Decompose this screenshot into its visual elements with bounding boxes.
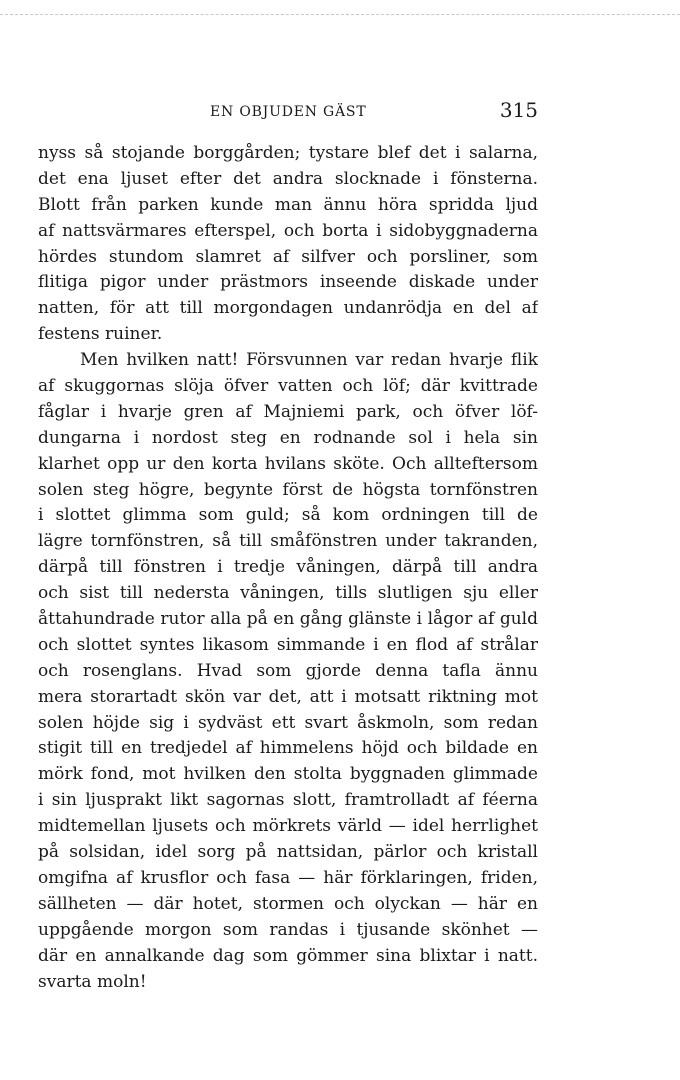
page-header — [38, 98, 538, 122]
text-line: nyss så stojande borggården; tystare blef det i salarna, — [38, 143, 538, 163]
text-line: omgifna af krusflor och fasa — här förklaringen, friden, — [38, 867, 538, 888]
text-line: i sin ljusprakt likt sagornas slott, framtrolladt af féerna — [38, 790, 538, 811]
text-line: och rosenglans. Hvad som gjorde denna tafla ännu — [38, 660, 538, 681]
text-line: festens ruiner. — [38, 324, 163, 345]
text-line: därpå till fönstren i tredje våningen, därpå till andra — [38, 557, 538, 578]
text-line: natten, för att till morgondagen undanrödja en del af — [38, 298, 538, 319]
text-line: klarhet opp ur den korta hvilans sköte. Och allteftersom — [38, 453, 538, 474]
text-line: hördes stundom slamret af silfver och porsliner, som — [38, 246, 538, 267]
text-line: dungarna i nordost steg en rodnande sol i hela sin — [38, 427, 538, 448]
running-title: EN OBJUDEN GÄST — [210, 104, 367, 120]
text-line: svarta moln! — [38, 971, 147, 992]
text-line: Men hvilken natt! Försvunnen var redan hvarje flik — [80, 350, 538, 371]
top-edge-rule — [0, 14, 680, 15]
text-line: det ena ljuset efter det andra slocknade i fönsterna. — [38, 168, 538, 189]
text-line: flitiga pigor under prästmors inseende diskade under — [38, 272, 538, 293]
text-line: i slottet glimma som guld; så kom ordningen till de — [38, 505, 538, 526]
text-line: fåglar i hvarje gren af Majniemi park, och öfver löf- — [38, 401, 538, 422]
text-line: sällheten — där hotet, stormen och olyckan — här en — [38, 893, 538, 914]
text-line: Blott från parken kunde man ännu höra spridda ljud — [38, 194, 538, 215]
paragraph-1 — [38, 141, 538, 348]
paragraph-2 — [38, 348, 538, 995]
text-line: på solsidan, idel sorg på nattsidan, pärlor och kristall — [38, 842, 538, 863]
text-line: midtemellan ljusets och mörkrets värld — idel herrlighet — [38, 816, 538, 837]
text-line: och sist till nedersta våningen, tills slutligen sju eller — [38, 583, 538, 604]
text-line: där en annalkande dag som gömmer sina blixtar i natt. — [38, 945, 538, 966]
text-line: af skuggornas slöja öfver vatten och löf; där kvittrade — [38, 376, 538, 397]
text-line: stigit till en tredjedel af himmelens höjd och bildade en — [38, 738, 538, 759]
text-line: solen höjde sig i sydväst ett svart åskmoln, som redan — [38, 712, 538, 733]
text-line: mörk fond, mot hvilken den stolta byggnaden glimmade — [38, 764, 538, 785]
text-line: uppgående morgon som randas i tjusande skönhet — — [38, 919, 538, 940]
text-line: och slottet syntes likasom simmande i en flod af strålar — [38, 634, 538, 655]
body-text — [38, 141, 538, 995]
text-line: mera storartadt skön var det, att i motsatt riktning mot — [38, 686, 538, 707]
text-line: af nattsvärmares efterspel, och borta i sidobyggnaderna — [38, 220, 538, 241]
text-line: åttahundrade rutor alla på en gång glänste i lågor af guld — [38, 609, 538, 630]
text-line: solen steg högre, begynte först de högsta tornfönstren — [38, 479, 538, 500]
page-number: 315 — [499, 98, 538, 122]
text-line: lägre tornfönstren, så till småfönstren under takranden, — [38, 531, 538, 552]
